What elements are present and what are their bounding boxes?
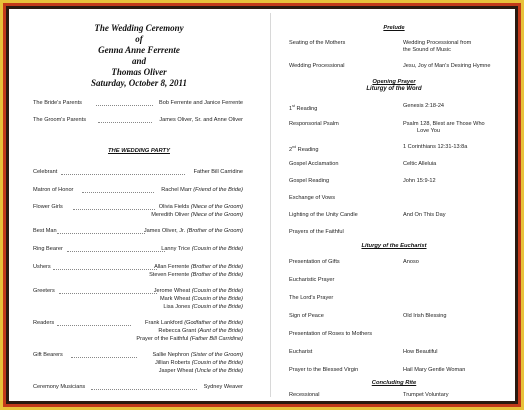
title-and: and [131, 56, 146, 66]
word-item-label [289, 103, 317, 113]
reader-1 [119, 320, 243, 327]
ceremony-date: Saturday, October 8, 2011 [91, 78, 187, 88]
usher-2-relation: (Brother of the Bride) [190, 272, 243, 278]
bride-parents-value: Bob Ferrente and Janice Ferrente [159, 100, 243, 106]
gift-bearer-3-relation: (Uncle of the Bride) [194, 368, 243, 374]
ring-bearer-label: Ring Bearer [33, 246, 63, 252]
concluding-item-value: Trumpet Voluntary [403, 392, 449, 398]
usher-1-relation: (Brother of the Bride) [190, 264, 243, 270]
eucharist-item-label: Prayer to the Blessed Virgin [289, 367, 359, 373]
greeter-2 [139, 296, 243, 303]
bride-name: Genna Anne Ferrente [98, 45, 180, 55]
readers-label: Readers [33, 320, 55, 326]
flower-girl-2-name: Meredith Oliver [151, 212, 190, 218]
reader-1-name: Frank Lankford [145, 320, 183, 326]
gift-bearer-1-name: Sallie Nephron [152, 352, 190, 358]
usher-2-name: Steven Ferrente [149, 272, 190, 278]
matron-label: Matron of Honor [33, 187, 74, 193]
second-reading-number: 2 [289, 146, 293, 153]
reader-2 [119, 328, 243, 335]
best-man-label: Best Man [33, 228, 57, 234]
musicians-label: Ceremony Musicians [33, 384, 86, 390]
prelude-item-label: Seating of the Mothers [289, 40, 346, 46]
gift-bearer-1-relation: (Sister of the Groom) [190, 352, 243, 358]
prelude-item-label: Wedding Processional [289, 63, 345, 69]
word-item-label: Exchange of Vows [289, 195, 336, 201]
wedding-party-heading: THE WEDDING PARTY [108, 148, 170, 154]
celebrant-label: Celebrant [33, 169, 58, 175]
word-item-label: Responsorial Psalm [289, 121, 339, 127]
eucharist-item-label: Presentation of Gifts [289, 259, 340, 265]
greeter-3-relation: (Cousin of the Bride) [191, 304, 243, 310]
eucharist-item-label: The Lord's Prayer [289, 295, 334, 301]
bride-parents-label: The Bride's Parents [33, 100, 82, 106]
opening-prayer-heading: Opening Prayer [372, 79, 416, 85]
first-reading-suffix: st [292, 104, 295, 108]
reader-3 [109, 336, 243, 343]
word-item-label: Gospel Reading [289, 178, 330, 184]
fold-divider [270, 13, 271, 397]
usher-1 [139, 264, 243, 271]
eucharist-item-value: Old Irish Blessing [403, 313, 447, 319]
first-reading-number: 1 [289, 105, 293, 112]
title-of: of [135, 34, 143, 44]
leader-dots [71, 357, 137, 358]
word-item-label: Lighting of the Unity Candle [289, 212, 358, 218]
greeter-2-name: Mark Wheat [159, 296, 191, 302]
word-item-value: 1 Corinthians 12:31-13:8a [403, 144, 468, 150]
best-man-name: James Oliver, Jr. [143, 228, 186, 234]
matron-relation: (Friend of the Bride) [193, 187, 243, 193]
usher-1-name: Allan Ferrente [154, 264, 190, 270]
flower-girl-1-name: Olivia Fields [158, 204, 190, 210]
matron-name: Rachel Marr [161, 187, 192, 193]
ring-bearer-relation: (Cousin of the Bride) [191, 246, 243, 252]
second-reading-suffix: nd [292, 145, 297, 149]
prelude-item-value-cont: the Sound of Music [403, 47, 451, 53]
greeter-2-relation: (Cousin of the Bride) [191, 296, 243, 302]
second-reading-label: Reading [296, 146, 319, 153]
groom-name: Thomas Oliver [111, 67, 167, 77]
reader-3-relation: (Father Bill Carridine) [189, 336, 243, 342]
eucharist-item-value: How Beautiful [403, 349, 438, 355]
reader-2-name: Rebecca Grant [158, 328, 197, 334]
prelude-item-value: Jesu, Joy of Man's Desiring Hymne [403, 63, 491, 69]
best-man-entry [129, 228, 243, 235]
greeters-label: Greeters [33, 288, 55, 294]
usher-2 [139, 272, 243, 279]
gift-bearer-1 [129, 352, 243, 359]
concluding-item-label: Recessional [289, 392, 320, 398]
eucharist-item-label: Eucharistic Prayer [289, 277, 335, 283]
prelude-heading: Prelude [383, 25, 405, 31]
gift-bearer-2 [129, 360, 243, 367]
greeter-3 [139, 304, 243, 311]
liturgy-word-heading: Liturgy of the Word [366, 86, 422, 92]
eucharist-item-label: Sign of Peace [289, 313, 324, 319]
concluding-heading: Concluding Rite [371, 380, 417, 386]
best-man-relation: (Brother of the Groom) [186, 228, 243, 234]
prelude-item-value: Wedding Processional from [403, 40, 472, 46]
reader-1-relation: (Godfather of the Bride) [184, 320, 243, 326]
musician-name: Sydney Weaver [203, 384, 243, 390]
ring-bearer-entry [149, 246, 243, 253]
program-page [9, 9, 515, 401]
gift-bearers-label: Gift Bearers [33, 352, 63, 358]
gift-bearer-3-name: Jasper Wheat [158, 368, 194, 374]
word-item-value: And On This Day [403, 212, 446, 218]
flower-girl-1-relation: (Niece of the Groom) [190, 204, 243, 210]
eucharist-item-label: Presentation of Roses to Mothers [289, 331, 373, 337]
gift-bearer-2-relation: (Cousin of the Bride) [191, 360, 243, 366]
groom-parents-value: James Oliver, Sr. and Anne Oliver [159, 117, 243, 123]
first-reading-label: Reading [294, 105, 318, 112]
flower-girl-1 [139, 204, 243, 211]
gift-bearer-2-name: Jillian Roberts [154, 360, 191, 366]
word-item-label: Gospel Acclamation [289, 161, 339, 167]
matron-entry [139, 187, 243, 194]
word-item-value: Psalm 128, Blest are Those Who [403, 121, 485, 127]
flower-girl-2 [139, 212, 243, 219]
reader-2-relation: (Aunt of the Bride) [197, 328, 243, 334]
gift-bearer-3 [129, 368, 243, 375]
greeter-1 [139, 288, 243, 295]
greeter-3-name: Lisa Jones [163, 304, 191, 310]
flower-girls-label: Flower Girls [33, 204, 63, 210]
flower-girl-2-relation: (Niece of the Groom) [190, 212, 243, 218]
word-item-value: John 15:9-12 [403, 178, 436, 184]
ceremony-title: The Wedding Ceremony [94, 23, 184, 33]
leader-dots [98, 122, 152, 123]
word-item-label: Prayers of the Faithful [289, 229, 344, 235]
word-item-value-cont: Love You [417, 128, 441, 134]
eucharist-heading: Liturgy of the Eucharist [361, 243, 427, 249]
word-item-value: Celtic Alleluia [403, 161, 437, 167]
groom-parents-label: The Groom's Parents [33, 117, 86, 123]
eucharist-item-label: Eucharist [289, 349, 313, 355]
eucharist-item-value: Anoso [403, 259, 419, 265]
eucharist-item-value: Hail Mary Gentle Woman [403, 367, 466, 373]
ushers-label: Ushers [33, 264, 51, 270]
word-item-value: Genesis 2:18-24 [403, 103, 445, 109]
reader-3-name: Prayer of the Faithful [136, 336, 189, 342]
word-item-label [289, 144, 319, 154]
ring-bearer-name: Lanny Trice [161, 246, 191, 252]
greeter-1-name: Jerome Wheat [153, 288, 191, 294]
leader-dots [96, 105, 153, 106]
greeter-1-relation: (Cousin of the Bride) [191, 288, 243, 294]
celebrant-name: Father Bill Carridine [193, 169, 243, 175]
